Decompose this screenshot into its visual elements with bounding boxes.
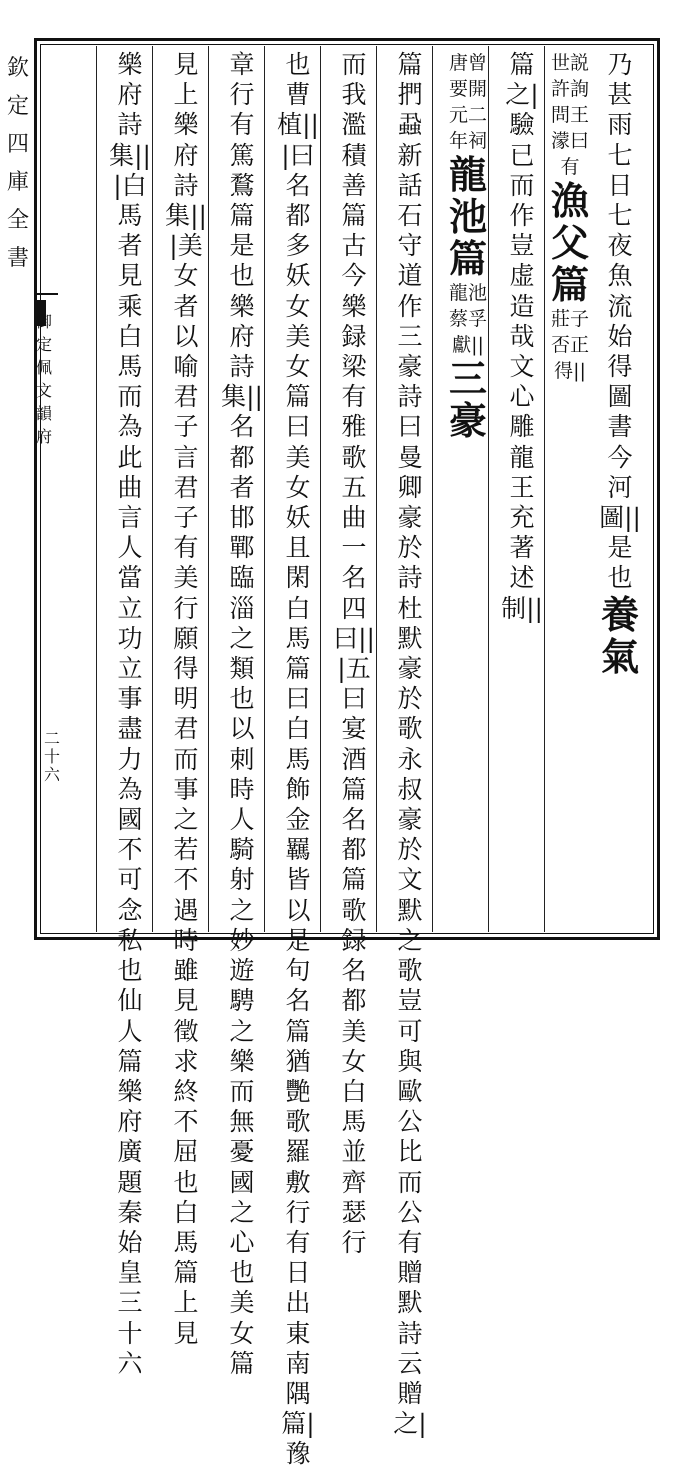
text-column-6 <box>332 50 376 1257</box>
column-rule <box>264 46 265 932</box>
entry-heading: 養氣 <box>600 591 639 679</box>
column-note: 世説許詢問王濛曰有 <box>550 52 589 178</box>
book-title-text: 欽定四庫全書 <box>6 56 29 271</box>
text-column-9 <box>164 50 208 1348</box>
column-rule <box>208 46 209 932</box>
entry-heading: 三豪 <box>448 356 487 443</box>
column-note: 唐曾要開元二年祠 <box>448 52 487 152</box>
text-column-3 <box>500 50 544 930</box>
column-text: 樂府詩集|||白馬者見乘白馬而為此曲言人當立功立事盡力為國不可念私也 仙人篇 樂府廣題秦始皇三十六 <box>109 50 151 1378</box>
text-column-8 <box>220 50 264 1378</box>
book-title <box>0 50 36 278</box>
column-note: 莊子否正得|| <box>550 308 589 382</box>
page-number: 二十六 <box>43 729 60 784</box>
column-rule <box>376 46 377 932</box>
column-rule <box>320 46 321 932</box>
work-title <box>36 310 58 448</box>
entry-heading: 龍池篇 <box>448 152 487 281</box>
column-text: 見上樂府詩集|||美女者以喻君子言君子有美行願得明君而事之若不遇時雖見徵求終不屈也 白馬篇 上見 <box>165 50 207 1348</box>
text-column-10 <box>108 50 152 1378</box>
text-column-7 <box>276 50 320 1469</box>
column-text: 乃甚雨七日七夜魚流始得圖書今河圖||是也 <box>599 50 641 593</box>
column-text: 而我濫 積善篇 古今樂録梁有雅歌五曲一名 四曰|||五曰宴酒篇 名都篇 歌録名都美女白馬並齊瑟行 <box>333 50 375 1257</box>
column-text: 也曹植|||曰名都多妖女美女篇曰美女妖且閑白馬篇曰白馬飾金羈皆以是句名篇猶艷歌羅敷行有日出東南隅篇|豫 <box>277 50 319 1469</box>
column-rule <box>544 46 545 932</box>
column-text: 篇之|驗已而作豈虚造哉 文心雕龍王充著述制|| <box>501 50 543 623</box>
text-column-5 <box>388 50 432 1439</box>
column-text: 篇 捫蝨新話石守道作三豪詩曰曼卿豪於詩杜默豪於歌永叔豪於文默之歌豈可與歐公比而公有贈默詩云贈之| <box>393 50 427 1439</box>
column-rule <box>432 46 433 932</box>
column-rule <box>96 46 97 932</box>
text-column-4 <box>446 50 490 930</box>
margin-divider <box>34 293 58 295</box>
column-text: 章行有篤鶩篇是也樂府詩集||名都者邯鄲臨淄之類也以刺時人騎射之妙遊騁之樂而無憂國之心也 美女篇 <box>221 50 263 1378</box>
column-note: 龍池蔡孚獻|| <box>448 282 487 356</box>
entry-heading: 漁父篇 <box>550 178 589 307</box>
column-rule <box>152 46 153 932</box>
text-column-1 <box>598 50 642 930</box>
text-column-2 <box>548 50 592 930</box>
work-title-text: 御定佩文韻府 <box>36 312 53 446</box>
